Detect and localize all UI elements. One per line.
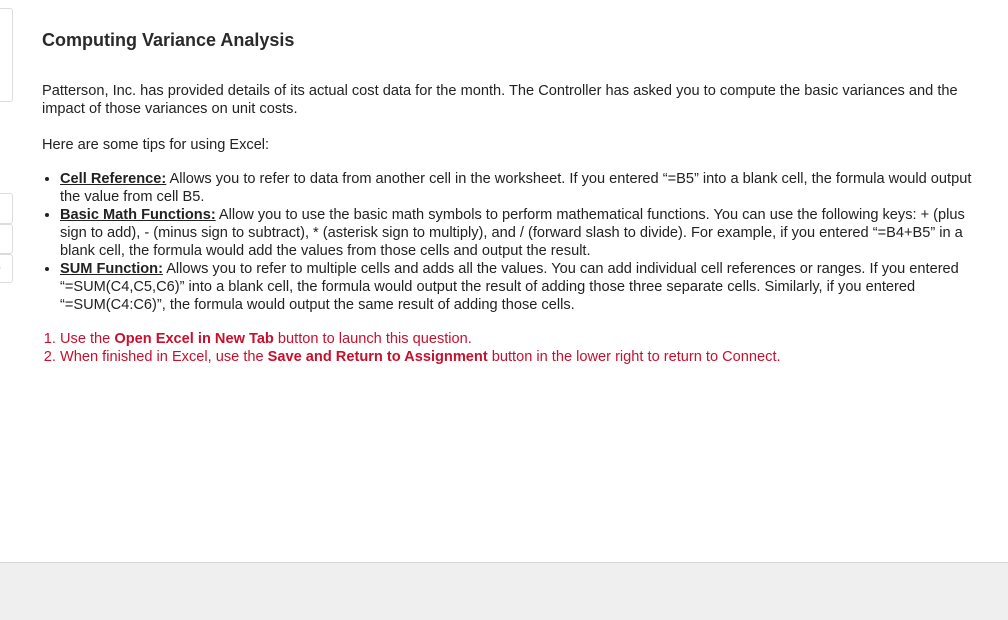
tip-term: Basic Math Functions: — [60, 207, 216, 223]
step-text: button in the lower right to return to Connect. — [487, 349, 781, 365]
step-button-name: Save and Return to Assignment — [267, 349, 488, 365]
tip-cell-reference — [60, 170, 987, 206]
left-panel-fragment[interactable] — [0, 224, 13, 254]
step-text: button to launch this question. — [273, 331, 472, 347]
left-panel-fragment[interactable] — [0, 8, 13, 102]
tip-basic-math-functions — [60, 206, 987, 260]
tip-text: Allows you to refer to data from another cell in the worksheet. If you entered “=B5” into a blank cell, the formula would output the value from cell B5. — [60, 171, 972, 205]
footer-bar — [0, 562, 1008, 620]
tip-sum-function — [60, 260, 987, 314]
left-panel-fragment[interactable] — [0, 193, 13, 224]
step-open-excel — [60, 330, 987, 348]
excel-tips-list — [42, 170, 987, 314]
page-title: Computing Variance Analysis — [42, 30, 295, 50]
question-content — [42, 28, 987, 366]
tip-term: SUM Function: — [60, 261, 163, 277]
tip-term: Cell Reference: — [60, 171, 167, 187]
step-text: When finished in Excel, use the — [60, 349, 268, 365]
tip-text: Allows you to refer to multiple cells and adds all the values. You can add individual cell references or ranges. If you entered “=SUM(C4,C5,C6)” into a blank cell, the formula would output the result of adding those three separate cells. Similarly, if you entered “=SUM(C4:C6)”, the formula would output the same result of adding those cells. — [60, 261, 959, 313]
step-text: Use the — [60, 331, 115, 347]
instruction-steps — [42, 330, 987, 366]
step-save-return — [60, 348, 987, 366]
tips-heading: Here are some tips for using Excel: — [42, 137, 270, 153]
step-button-name: Open Excel in New Tab — [114, 331, 274, 347]
left-panel-glyph — [0, 264, 1, 271]
tip-text: Allow you to use the basic math symbols to perform mathematical functions. You can use the following keys: + (plus sign to add), - (minus sign to subtract), * (asterisk sign to multiply), and / (forward slash to divide). For example, if you entered “=B4+B5” in a blank cell, the formula would add the values from those cells and output the result. — [60, 207, 965, 259]
intro-paragraph: Patterson, Inc. has provided details of its actual cost data for the month. The Controller has asked you to compute the basic variances and the impact of those variances on unit costs. — [42, 83, 958, 117]
left-panel-fragment[interactable] — [0, 254, 13, 283]
